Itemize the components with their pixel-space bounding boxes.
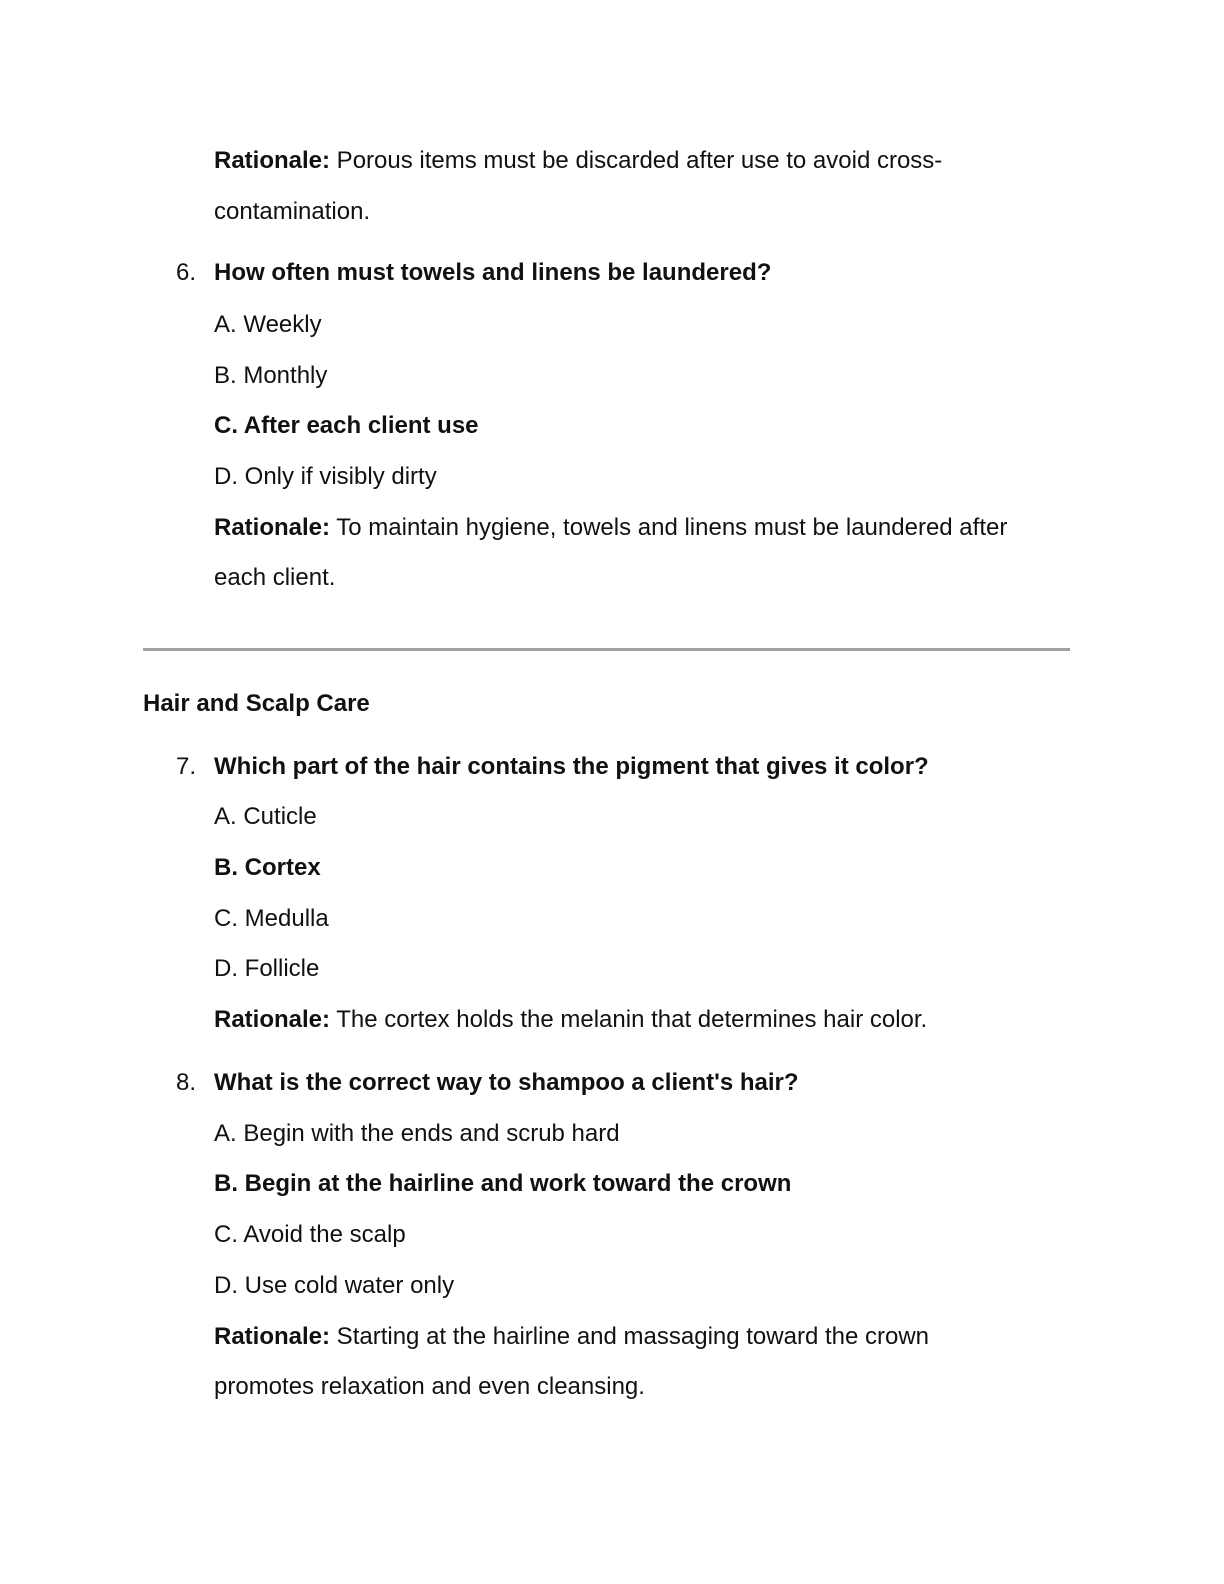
question-6-text: How often must towels and linens be laundered? [214, 259, 772, 286]
q6-option-a: A. Weekly [214, 311, 322, 338]
q8-rationale-cont: promotes relaxation and even cleansing. [214, 1373, 645, 1400]
q5-rationale-cont: contamination. [214, 198, 371, 225]
rationale-label: Rationale: [214, 147, 331, 174]
q7-option-b-correct: B. Cortex [214, 854, 321, 881]
q7-option-d: D. Follicle [214, 955, 320, 982]
rationale-text: The cortex holds the melanin that determines hair color. [330, 1006, 928, 1033]
q8-option-c: C. Avoid the scalp [214, 1221, 406, 1248]
rationale-label: Rationale: [214, 1323, 331, 1350]
q8-option-d: D. Use cold water only [214, 1272, 455, 1299]
question-number: 7. [176, 753, 197, 780]
question-7-text: Which part of the hair contains the pigment that gives it color? [214, 753, 929, 780]
q8-rationale [214, 1322, 929, 1352]
q8-option-b-correct: B. Begin at the hairline and work toward the crown [214, 1170, 792, 1197]
q7-rationale [214, 1005, 927, 1035]
section-divider [143, 648, 1070, 651]
rationale-text: Porous items must be discarded after use to avoid cross- [330, 147, 943, 174]
question-number: 8. [176, 1069, 197, 1096]
q8-option-a: A. Begin with the ends and scrub hard [214, 1120, 620, 1147]
rationale-label: Rationale: [214, 1006, 331, 1033]
q6-option-b: B. Monthly [214, 362, 328, 389]
section-heading: Hair and Scalp Care [143, 690, 370, 717]
q6-option-c-correct: C. After each client use [214, 412, 479, 439]
q6-rationale [214, 513, 1007, 543]
q6-rationale-cont: each client. [214, 564, 336, 591]
question-8-text: What is the correct way to shampoo a client's hair? [214, 1069, 799, 1096]
q7-option-c: C. Medulla [214, 905, 329, 932]
q5-rationale [214, 146, 942, 176]
rationale-text: To maintain hygiene, towels and linens must be laundered after [330, 514, 1008, 541]
q7-option-a: A. Cuticle [214, 803, 317, 830]
rationale-label: Rationale: [214, 514, 331, 541]
question-number: 6. [176, 259, 197, 286]
q6-option-d: D. Only if visibly dirty [214, 463, 437, 490]
rationale-text: Starting at the hairline and massaging toward the crown [330, 1323, 930, 1350]
